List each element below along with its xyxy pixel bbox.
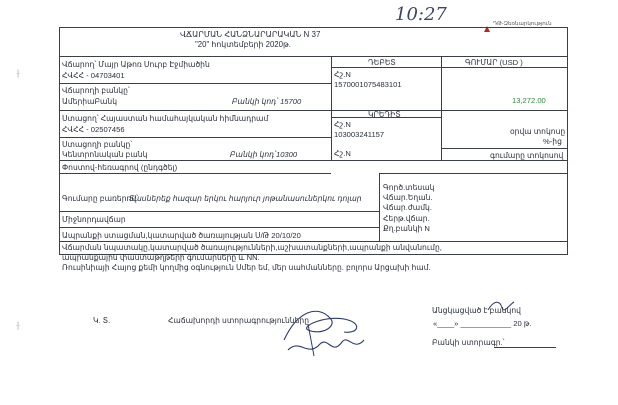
- credit-account-label: Հշ.N: [334, 120, 351, 129]
- code-queue-payment: Հերթ.վճար.: [383, 214, 430, 223]
- code-payment-term: Վճար.ժամկ.: [383, 203, 432, 212]
- payee-bank-name: Կենտրոնական բանկ: [62, 150, 148, 159]
- handwritten-signature: [278, 300, 370, 360]
- received-date-template: «____» ____________ 20 թ.: [433, 319, 532, 328]
- margin-mark-2: ╂: [16, 323, 21, 330]
- payer-name: Վճարող՝ Մայր Աթոռ Սուրբ Էջմիածին: [62, 60, 210, 69]
- payee-name: Ստացող՝ Հայաստան համահայկական հիմնադրամ: [62, 114, 269, 123]
- purpose-text: Տասներեք հազար երկու հարյուր յոթանասուներկու դոլար: [129, 194, 362, 203]
- debit-account-number: 1570001075483101: [334, 80, 402, 89]
- debit-account-label: Հշ.N: [334, 70, 351, 79]
- code-bank-number: Քղ.բանկի N: [383, 224, 430, 233]
- note-line-1: Վճարման նպատակը,կատարված ծառայությունների,աշխատանքների,ապրանքի անվանումը,: [62, 243, 442, 252]
- amount-header: ԳՈՒՄԱՐ (USD ): [465, 58, 523, 67]
- payee-bank-code: Բանկի կոդ՝10300: [230, 150, 298, 159]
- payee-bank-label: Ստացողի բանկը՝: [62, 140, 133, 149]
- code-operation-type: Գործ.տեսակ: [383, 183, 435, 192]
- credit-account-label-2: Հշ.N: [334, 149, 351, 158]
- document-title: ՎՃԱՐՄԱՆ ՀԱՆՁՆԱՐԱՐԱԿԱՆ N 37: [180, 30, 321, 39]
- margin-mark: ╂: [16, 71, 21, 78]
- credit-account-number: 103003241157: [334, 130, 385, 139]
- client-signatures-label: Հաճախորդի ստորագրությունները: [168, 316, 310, 325]
- percent-label: %-ից: [543, 137, 562, 146]
- payer-tin: ՀՎՀՀ - 04703401: [62, 71, 125, 80]
- note-line-3: Ռուսինիայի Հայոց քեմի կողմից օգնություն Սմեր եմ, մեր սահմանները. բոլորս Արցախի համ.: [62, 263, 431, 272]
- bank-signature-line: [494, 347, 556, 348]
- note-line-2: ապրանքային փաստաթղթերի գումարները և NN.: [62, 253, 260, 262]
- handwritten-number: 10:27: [395, 4, 447, 25]
- intermediary-fee: Միջնորդավճար: [62, 215, 126, 224]
- amount-percent-label: գումարը տոկոսով: [490, 151, 564, 160]
- bank-signature-label: Բանկի ստորագր.՝: [432, 338, 505, 347]
- daily-rate-label: օրվա տոկոսը: [510, 127, 566, 136]
- amount-value: 13,272.00: [512, 96, 546, 105]
- transfer-type: Փոստով-հեռագրով (ընդգծել): [62, 163, 178, 172]
- debit-header: ԴԵԲԵՏ: [368, 58, 396, 67]
- bank-logo-text: ԴԹ-Զեռնարկություն: [493, 21, 552, 27]
- goods-receipt-line: Ապրանքի ստացման,կատարված ծառայության Ս/Թ 20/10/20: [62, 231, 301, 240]
- document-date: "20" հոկտեմբերի 2020թ.: [195, 40, 291, 49]
- credit-header: ԿՐԵԴԻՏ: [368, 110, 401, 119]
- payer-bank-name: ԱմերիաԲանկ: [62, 97, 118, 106]
- received-check-mark: [486, 298, 516, 316]
- payee-tin: ՀՎՀՀ - 02507456: [62, 125, 125, 134]
- payer-bank-code: Բանկի կոդ՝ 15700: [232, 97, 302, 106]
- stamp-label: Կ. Տ.: [93, 316, 111, 325]
- payer-bank-label: Վճարողի բանկը՝: [62, 86, 130, 95]
- purpose-label: Գումարը բառերով՝: [62, 194, 138, 203]
- received-label: Անցկացված է բանկով: [432, 306, 521, 315]
- code-payment-method: Վճար.Եղան.: [383, 193, 433, 202]
